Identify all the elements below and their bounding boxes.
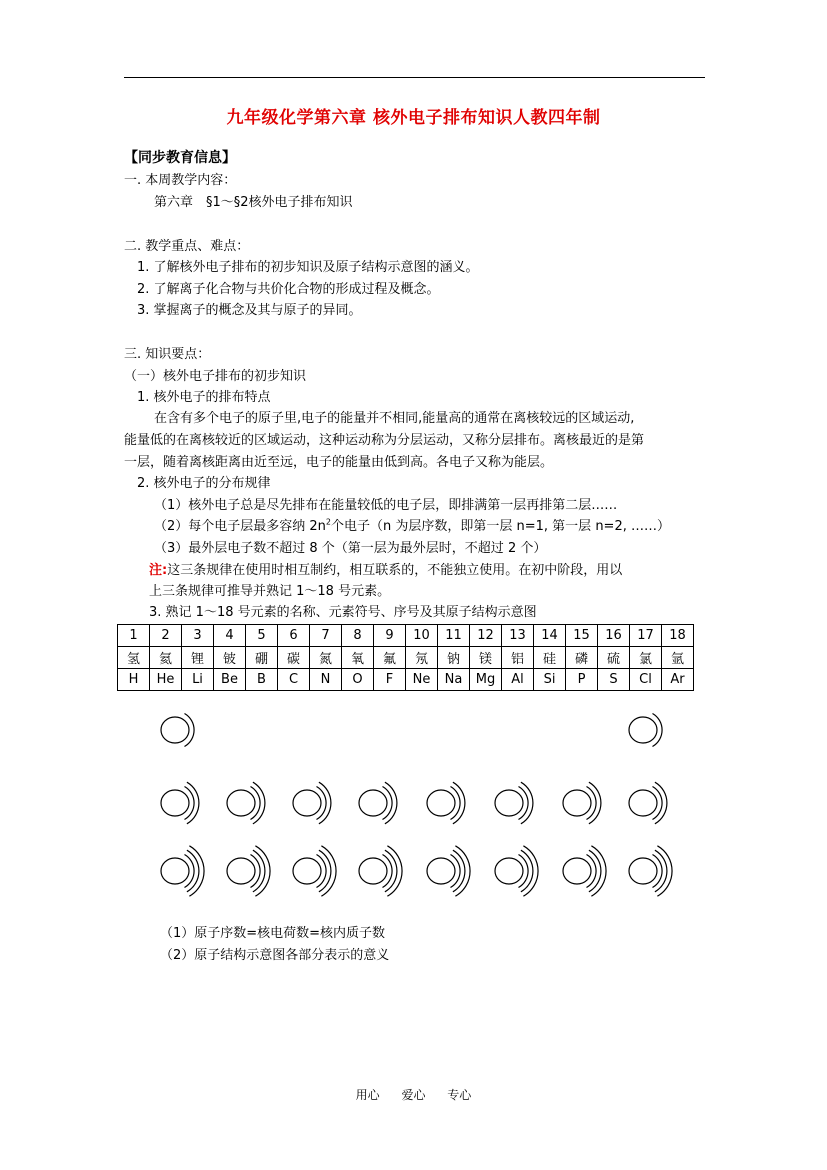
element-number-cell: 5 bbox=[246, 625, 278, 647]
element-name-cell: 磷 bbox=[566, 647, 598, 669]
element-name-cell: 硅 bbox=[534, 647, 566, 669]
point2-heading: 2. 核外电子的分布规律 bbox=[137, 476, 271, 491]
rule-2: （2）每个电子层最多容纳 $2n^2$个电子（n 为层序数，即第一层 n=1, 第一层 n=2, ……） bbox=[154, 517, 670, 534]
element-number-cell: 10 bbox=[406, 625, 438, 647]
element-number-row bbox=[118, 625, 694, 647]
element-name-cell: 硫 bbox=[598, 647, 630, 669]
element-number-cell: 4 bbox=[214, 625, 246, 647]
note-label: 注: bbox=[149, 563, 168, 578]
element-number-cell: 9 bbox=[374, 625, 406, 647]
element-number-cell: 1 bbox=[118, 625, 150, 647]
atom-diagram-period-2 bbox=[293, 782, 331, 824]
element-symbol-cell: Ne bbox=[406, 669, 438, 691]
element-symbol-row bbox=[118, 669, 694, 691]
atom-diagram-period-2 bbox=[161, 782, 199, 824]
atom-diagram-period-3 bbox=[227, 846, 270, 896]
element-name-cell: 氦 bbox=[150, 647, 182, 669]
element-symbol-cell: P bbox=[566, 669, 598, 691]
point1-text: 能量低的在离核较近的区域运动，这种运动称为分层运动，又称分层排布。离核最近的是第 bbox=[124, 433, 645, 448]
atom-diagram-period-3 bbox=[495, 846, 538, 896]
atom-diagram-period-3 bbox=[161, 846, 204, 896]
atom-diagram-period-2 bbox=[227, 782, 265, 824]
element-name-cell: 碳 bbox=[278, 647, 310, 669]
atom-diagram-period-3 bbox=[629, 846, 672, 896]
atom-diagram-period-2 bbox=[359, 782, 397, 824]
element-name-cell: 氧 bbox=[342, 647, 374, 669]
note-atomic-number: （1）原子序数=核电荷数=核内质子数 bbox=[160, 926, 386, 941]
element-name-cell: 铍 bbox=[214, 647, 246, 669]
atom-diagram-period-2 bbox=[495, 782, 533, 824]
part3-heading: 三. 知识要点： bbox=[124, 347, 211, 362]
element-symbol-cell: Ar bbox=[662, 669, 694, 691]
element-name-cell: 氮 bbox=[310, 647, 342, 669]
element-number-cell: 8 bbox=[342, 625, 374, 647]
element-name-cell: 铝 bbox=[502, 647, 534, 669]
element-number-cell: 18 bbox=[662, 625, 694, 647]
element-symbol-cell: Li bbox=[182, 669, 214, 691]
rule-1: （1）核外电子总是尽先排布在能量较低的电子层，即排满第一层再排第二层…… bbox=[154, 498, 618, 513]
point1-heading: 1. 核外电子的排布特点 bbox=[137, 390, 271, 405]
element-number-cell: 11 bbox=[438, 625, 470, 647]
elements-table bbox=[117, 624, 694, 691]
note: 注:这三条规律在使用时相互制约，相互联系的，不能独立使用。在初中阶段，用以 bbox=[149, 563, 623, 578]
element-symbol-cell: Si bbox=[534, 669, 566, 691]
element-name-cell: 氩 bbox=[662, 647, 694, 669]
element-number-cell: 3 bbox=[182, 625, 214, 647]
element-symbol-cell: Cl bbox=[630, 669, 662, 691]
element-symbol-cell: N bbox=[310, 669, 342, 691]
element-symbol-cell: S bbox=[598, 669, 630, 691]
atom-diagram-period-1 bbox=[161, 714, 194, 747]
element-name-cell: 氯 bbox=[630, 647, 662, 669]
point3-heading: 3. 熟记 1～18 号元素的名称、元素符号、序号及其原子结构示意图 bbox=[149, 605, 537, 620]
element-symbol-cell: B bbox=[246, 669, 278, 691]
part2-item: 2. 了解离子化合物与共价化合物的形成过程及概念。 bbox=[137, 282, 440, 297]
part2-heading: 二. 教学重点、难点： bbox=[124, 239, 250, 254]
element-symbol-cell: H bbox=[118, 669, 150, 691]
element-name-row bbox=[118, 647, 694, 669]
element-number-cell: 17 bbox=[630, 625, 662, 647]
part2-item: 3. 掌握离子的概念及其与原子的异同。 bbox=[137, 303, 362, 318]
element-symbol-cell: Na bbox=[438, 669, 470, 691]
point1-text: 一层，随着离核距离由近至远，电子的能量由低到高。各电子又称为能层。 bbox=[124, 455, 554, 470]
element-symbol-cell: He bbox=[150, 669, 182, 691]
element-number-cell: 7 bbox=[310, 625, 342, 647]
part2-item: 1. 了解核外电子排布的初步知识及原子结构示意图的涵义。 bbox=[137, 260, 479, 275]
element-number-cell: 16 bbox=[598, 625, 630, 647]
element-number-cell: 2 bbox=[150, 625, 182, 647]
element-number-cell: 13 bbox=[502, 625, 534, 647]
element-name-cell: 氖 bbox=[406, 647, 438, 669]
atom-diagram-period-2 bbox=[427, 782, 465, 824]
atom-diagram-period-3 bbox=[563, 846, 606, 896]
element-number-cell: 12 bbox=[470, 625, 502, 647]
atom-diagram-period-1 bbox=[629, 714, 662, 747]
part1-content: 第六章 §1～§2核外电子排布知识 bbox=[154, 195, 353, 210]
element-symbol-cell: Al bbox=[502, 669, 534, 691]
element-name-cell: 氢 bbox=[118, 647, 150, 669]
point1-text: 在含有多个电子的原子里,电子的能量并不相同,能量高的通常在离核较远的区域运动, bbox=[154, 411, 635, 426]
page-title: 九年级化学第六章 核外电子排布知识人教四年制 bbox=[226, 108, 601, 128]
element-name-cell: 钠 bbox=[438, 647, 470, 669]
element-name-cell: 镁 bbox=[470, 647, 502, 669]
element-name-cell: 锂 bbox=[182, 647, 214, 669]
element-name-cell: 氟 bbox=[374, 647, 406, 669]
page-footer: 用心 爱心 专心 bbox=[355, 1088, 472, 1102]
atom-diagram-period-2 bbox=[563, 782, 601, 824]
atom-diagram-period-3 bbox=[427, 846, 470, 896]
element-symbol-cell: Be bbox=[214, 669, 246, 691]
atom-diagram-period-3 bbox=[359, 846, 402, 896]
element-number-cell: 6 bbox=[278, 625, 310, 647]
element-number-cell: 15 bbox=[566, 625, 598, 647]
note-diagram-meaning: （2）原子结构示意图各部分表示的意义 bbox=[160, 948, 390, 963]
part3-sub1: （一）核外电子排布的初步知识 bbox=[124, 369, 307, 384]
atom-diagram-period-3 bbox=[293, 846, 336, 896]
note-continued: 上三条规律可推导并熟记 1～18 号元素。 bbox=[149, 584, 391, 599]
element-symbol-cell: F bbox=[374, 669, 406, 691]
element-number-cell: 14 bbox=[534, 625, 566, 647]
section-header: 【同步教育信息】 bbox=[124, 150, 236, 166]
header-rule bbox=[124, 77, 705, 78]
rule-3: （3）最外层电子数不超过 8 个（第一层为最外层时，不超过 2 个） bbox=[154, 541, 547, 556]
atom-diagram-period-2 bbox=[629, 782, 667, 824]
element-symbol-cell: Mg bbox=[470, 669, 502, 691]
element-symbol-cell: O bbox=[342, 669, 374, 691]
element-symbol-cell: C bbox=[278, 669, 310, 691]
atomic-structure-diagrams bbox=[0, 700, 827, 910]
element-name-cell: 硼 bbox=[246, 647, 278, 669]
part1-heading: 一. 本周教学内容： bbox=[124, 173, 237, 188]
